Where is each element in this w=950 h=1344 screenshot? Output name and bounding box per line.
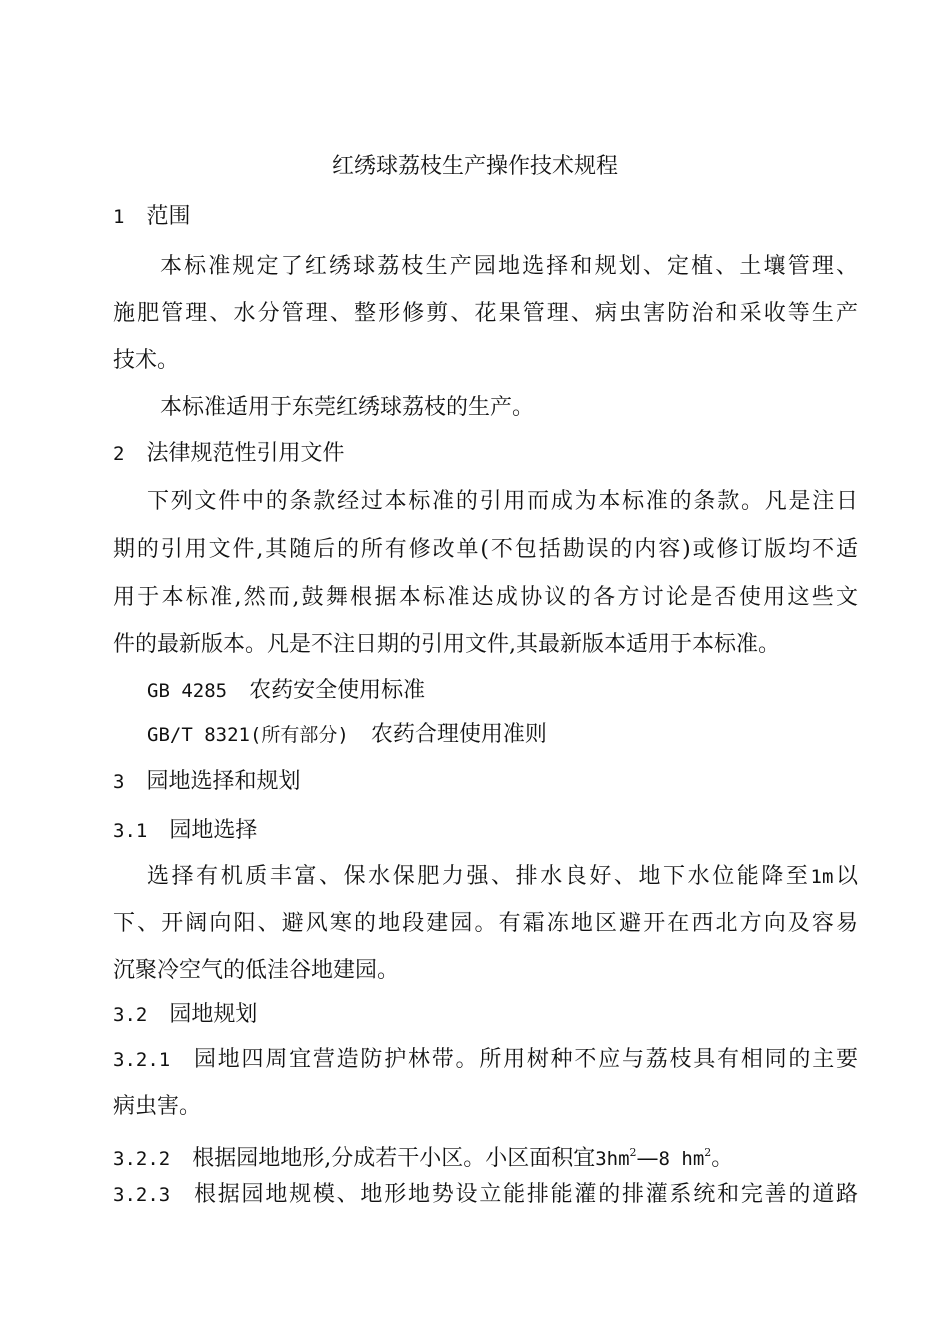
section-title: 园地选择和规划 [146,769,301,794]
section-2-heading [113,437,858,471]
reference-name: 农药合理使用准则 [370,722,547,747]
section-title: 范围 [146,204,191,229]
reference-item [147,718,858,752]
clause-text: 园地四周宜营造防护林带。所用树种不应与荔枝具有相同的主要 [192,1047,858,1072]
paragraph-line: 用于本标准,然而,鼓舞根据本标准达成协议的各方讨论是否使用这些文 [113,585,858,610]
paragraph-line: 本标准适用于东莞红绣球荔枝的生产。 [160,395,535,420]
section-title: 园地选择 [169,818,258,843]
area-min: 3hm [595,1148,630,1170]
document-title: 红绣球荔枝生产操作技术规程 [331,154,618,179]
section-number: 3.2 [113,1004,148,1026]
section-3-2-heading [113,998,858,1032]
paragraph-line: 沉聚冷空气的低洼谷地建园。 [113,958,400,983]
section-number: 2 [113,443,125,465]
paragraph-line: 技术。 [113,348,180,373]
section-number: 1 [113,206,125,228]
paragraph-line [147,860,858,894]
clause-3-2-2 [113,1136,858,1176]
paragraph-line: 下列文件中的条款经过本标准的引用而成为本标准的条款。凡是注日 [147,489,858,514]
paragraph-text: 以 [833,864,858,889]
reference-code: GB 4285 [147,680,228,702]
paragraph-line: 下、开阔向阳、避风寒的地段建园。有霜冻地区避开在西北方向及容易 [113,911,858,936]
superscript: 2 [629,1146,637,1159]
area-max: 8 hm [658,1148,705,1170]
range-dash: — [636,1146,659,1171]
clause-text: 根据园地规模、地形地势设立能排能灌的排灌系统和完善的道路 [192,1182,858,1207]
section-3-1-heading [113,814,858,848]
depth-value: 1m [810,866,834,888]
section-number: 3 [113,771,125,793]
clause-3-2-3 [113,1178,858,1212]
reference-item [147,674,858,708]
paragraph-line: 本标准规定了红绣球荔枝生产园地选择和规划、定植、土壤管理、 [160,254,858,279]
paragraph-line: 病虫害。 [113,1094,202,1119]
clause-3-2-1 [113,1043,858,1077]
clause-text: 根据园地地形,分成若干小区。小区面积宜 [192,1146,596,1171]
clause-number: 3.2.2 [113,1148,171,1170]
clause-number: 3.2.1 [113,1049,171,1071]
paragraph-line: 件的最新版本。凡是不注日期的引用文件,其最新版本适用于本标准。 [113,632,780,657]
superscript: 2 [704,1146,712,1159]
reference-code: GB/T 8321(所有部分) [147,724,349,746]
clause-end: 。 [711,1146,734,1171]
section-3-heading [113,765,858,799]
section-number: 3.1 [113,820,148,842]
paragraph-text: 选择有机质丰富、保水保肥力强、排水良好、地下水位能降至 [147,864,811,889]
clause-number: 3.2.3 [113,1184,171,1206]
section-title: 园地规划 [169,1002,258,1027]
section-title: 法律规范性引用文件 [146,441,345,466]
reference-name: 农药安全使用标准 [249,678,426,703]
paragraph-line: 期的引用文件,其随后的所有修改单(不包括勘误的内容)或修订版均不适 [113,537,858,562]
paragraph-line: 施肥管理、水分管理、整形修剪、花果管理、病虫害防治和采收等生产 [113,301,858,326]
section-1-heading [113,200,858,234]
